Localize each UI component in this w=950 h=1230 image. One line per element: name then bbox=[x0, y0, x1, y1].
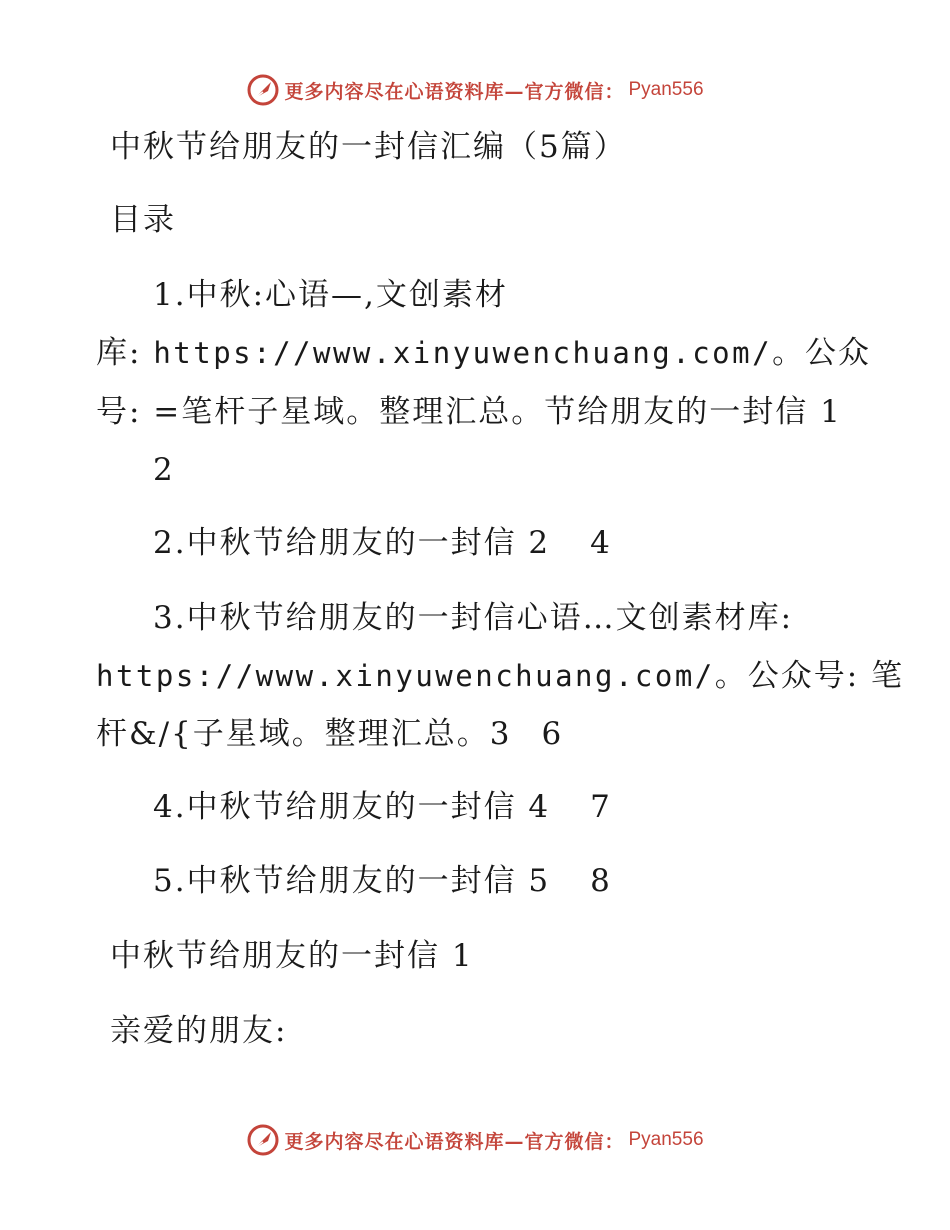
toc-item-1-line3: 号: =笔杆子星域。整理汇总。节给朋友的一封信 1 bbox=[96, 394, 842, 430]
header-text: 更多内容尽在心语资料库—官方微信： bbox=[284, 80, 625, 103]
toc-item-4 bbox=[153, 787, 612, 827]
quill-logo-icon bbox=[246, 73, 280, 107]
toc-item-2-label: 2.中秋节给朋友的一封信 2 bbox=[153, 525, 551, 561]
toc-item-3-url: https://www.xinyuwenchuang.com/ bbox=[96, 659, 715, 693]
toc-item-1-line2 bbox=[96, 333, 871, 373]
toc-item-1-prefix: 库: bbox=[96, 335, 154, 371]
toc-item-3-page: 6 bbox=[541, 716, 564, 752]
toc-item-3-line3 bbox=[96, 714, 563, 754]
header-wechat-id: Pyan556 bbox=[628, 79, 704, 100]
toc-item-4-page: 7 bbox=[590, 789, 612, 825]
toc-item-3-suffix: 。公众号: 笔 bbox=[714, 658, 905, 694]
toc-item-2-page: 4 bbox=[590, 525, 612, 561]
document-title: 中秋节给朋友的一封信汇编（5篇） bbox=[110, 129, 627, 165]
toc-item-1-line1: 1.中秋:心语—,文创素材 bbox=[153, 277, 508, 313]
toc-item-4-label: 4.中秋节给朋友的一封信 4 bbox=[153, 789, 551, 825]
toc-item-1-suffix: 。公众 bbox=[772, 335, 872, 371]
footer-banner bbox=[0, 1120, 950, 1160]
toc-item-5 bbox=[153, 861, 612, 901]
toc-item-1-url: https://www.xinyuwenchuang.com/ bbox=[153, 336, 773, 370]
quill-logo-icon bbox=[246, 1123, 280, 1157]
toc-item-1-page: 2 bbox=[153, 452, 175, 488]
toc-item-2 bbox=[153, 523, 612, 563]
toc-item-5-page: 8 bbox=[590, 863, 612, 899]
toc-item-3-line2 bbox=[96, 656, 904, 696]
toc-heading: 目录 bbox=[110, 202, 176, 238]
salutation: 亲爱的朋友: bbox=[110, 1013, 288, 1049]
footer-text: 更多内容尽在心语资料库—官方微信： bbox=[284, 1130, 625, 1153]
toc-item-5-label: 5.中秋节给朋友的一封信 5 bbox=[153, 863, 551, 899]
header-banner bbox=[0, 70, 950, 110]
footer-wechat-id: Pyan556 bbox=[628, 1129, 704, 1150]
toc-item-3-line1: 3.中秋节给朋友的一封信心语…文创素材库: bbox=[153, 600, 794, 636]
toc-item-3-label: 杆&/{子星域。整理汇总。3 bbox=[96, 716, 512, 752]
section-title: 中秋节给朋友的一封信 1 bbox=[110, 938, 474, 974]
